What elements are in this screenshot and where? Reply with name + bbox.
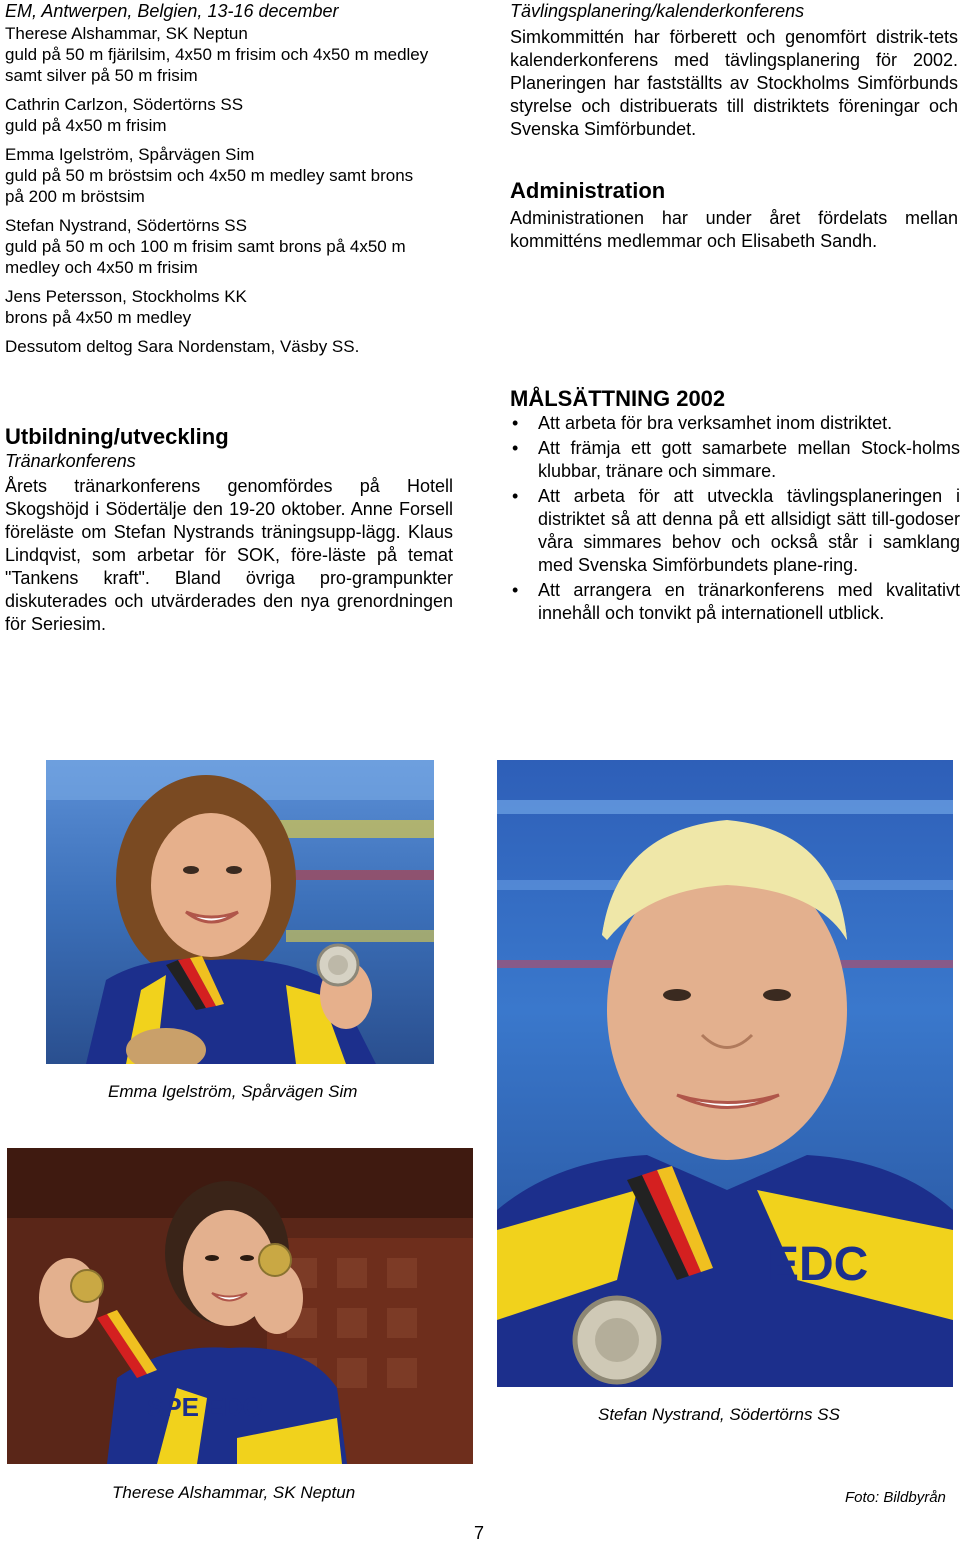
planning-section [510,0,958,141]
result-entry [5,286,465,328]
goals-heading: MÅLSÄTTNING 2002 [510,386,726,411]
result-line: guld på 50 m och 100 m frisim samt brons på 4x50 m [5,237,406,256]
result-line: guld på 4x50 m frisim [5,116,167,135]
administration-section [510,178,958,253]
education-section [5,424,453,636]
result-line: på 200 m bröstsim [5,187,145,206]
results-section [5,0,465,357]
result-name: Cathrin Carlzon, Södertörns SS [5,95,244,114]
sponsor-text-speedo: SPE EDO [147,1392,263,1422]
result-entry [5,215,465,278]
results-heading: EM, Antwerpen, Belgien, 13-16 december [5,1,339,21]
result-line: samt silver på 50 m frisim [5,66,198,85]
goal-item: • Att arbeta för bra verksamhet inom distriktet. [510,412,960,435]
caption-emma: Emma Igelström, Spårvägen Sim [108,1082,358,1101]
photo-stefan-image [497,760,953,1387]
education-subheading: Tränarkonferens [5,451,136,471]
result-name: Emma Igelström, Spårvägen Sim [5,145,255,164]
planning-body: Simkommittén har förberett och genomfört distrik-tets kalenderkonferens med tävlingsplanering för 2002. Planeringen har fastställts av Stockholms Simförbunds styrelse och distribuerats till distriktets föreningar och Svenska Simförbundet. [510,27,958,139]
result-entry [5,144,465,207]
result-line: brons på 4x50 m medley [5,308,192,327]
goal-item: • Att arrangera en tränarkonferens med kvalitativt innehåll och tonvikt på internationell utblick. [510,579,960,625]
education-body: Årets tränarkonferens genomfördes på Hotell Skogshöjd i Södertälje den 19-20 oktober. Anne Forsell föreläste om Stefan Nystrands träningsupp-lägg. Klaus Lindqvist, som arbetar för SOK, före-läste på temat "Tankens kraft". Bland övriga pro-grampunkter diskuterades och utvärderades den nya grenordningen för Seriesim. [5,476,453,634]
goal-item: • Att främja ett gott samarbete mellan Stock-holms klubbar, tränare och simmare. [510,437,960,483]
photo-therese-image [7,1148,473,1464]
photo-emma-igelstrom [46,760,434,1064]
photo-credit: Foto: Bildbyrån [845,1489,946,1506]
result-line: guld på 50 m bröstsim och 4x50 m medley samt brons [5,166,414,185]
sponsor-text-edc: EDC [767,1238,869,1291]
planning-subheading: Tävlingsplanering/kalenderkonferens [510,1,805,21]
result-entry [5,94,465,136]
goals-section [510,386,960,627]
education-heading: Utbildning/utveckling [5,424,229,449]
result-name: Therese Alshammar, SK Neptun [5,24,248,43]
results-list [5,23,465,328]
goal-item: • Att arbeta för att utveckla tävlingsplaneringen i distriktet så att denna på ett allsidigt sätt till-godoser våra simmares behov och också står i samklang med Svenska Simförbundets plane-ring. [510,485,960,577]
goals-list [510,412,960,625]
caption-therese: Therese Alshammar, SK Neptun [112,1483,356,1502]
result-line: medley och 4x50 m frisim [5,258,198,277]
photo-emma-image [46,760,434,1064]
caption-stefan: Stefan Nystrand, Södertörns SS [598,1405,840,1424]
results-footnote: Dessutom deltog Sara Nordenstam, Väsby SS. [5,337,360,356]
administration-heading: Administration [510,178,666,203]
result-line: guld på 50 m fjärilsim, 4x50 m frisim och 4x50 m medley [5,45,429,64]
result-name: Jens Petersson, Stockholms KK [5,287,247,306]
result-name: Stefan Nystrand, Södertörns SS [5,216,247,235]
page-number: 7 [474,1523,485,1543]
photo-stefan-nystrand [497,760,953,1387]
photo-therese-alshammar [7,1148,473,1464]
result-entry [5,23,465,86]
administration-body: Administrationen har under året fördelats mellan kommitténs medlemmar och Elisabeth Sandh. [510,208,958,251]
